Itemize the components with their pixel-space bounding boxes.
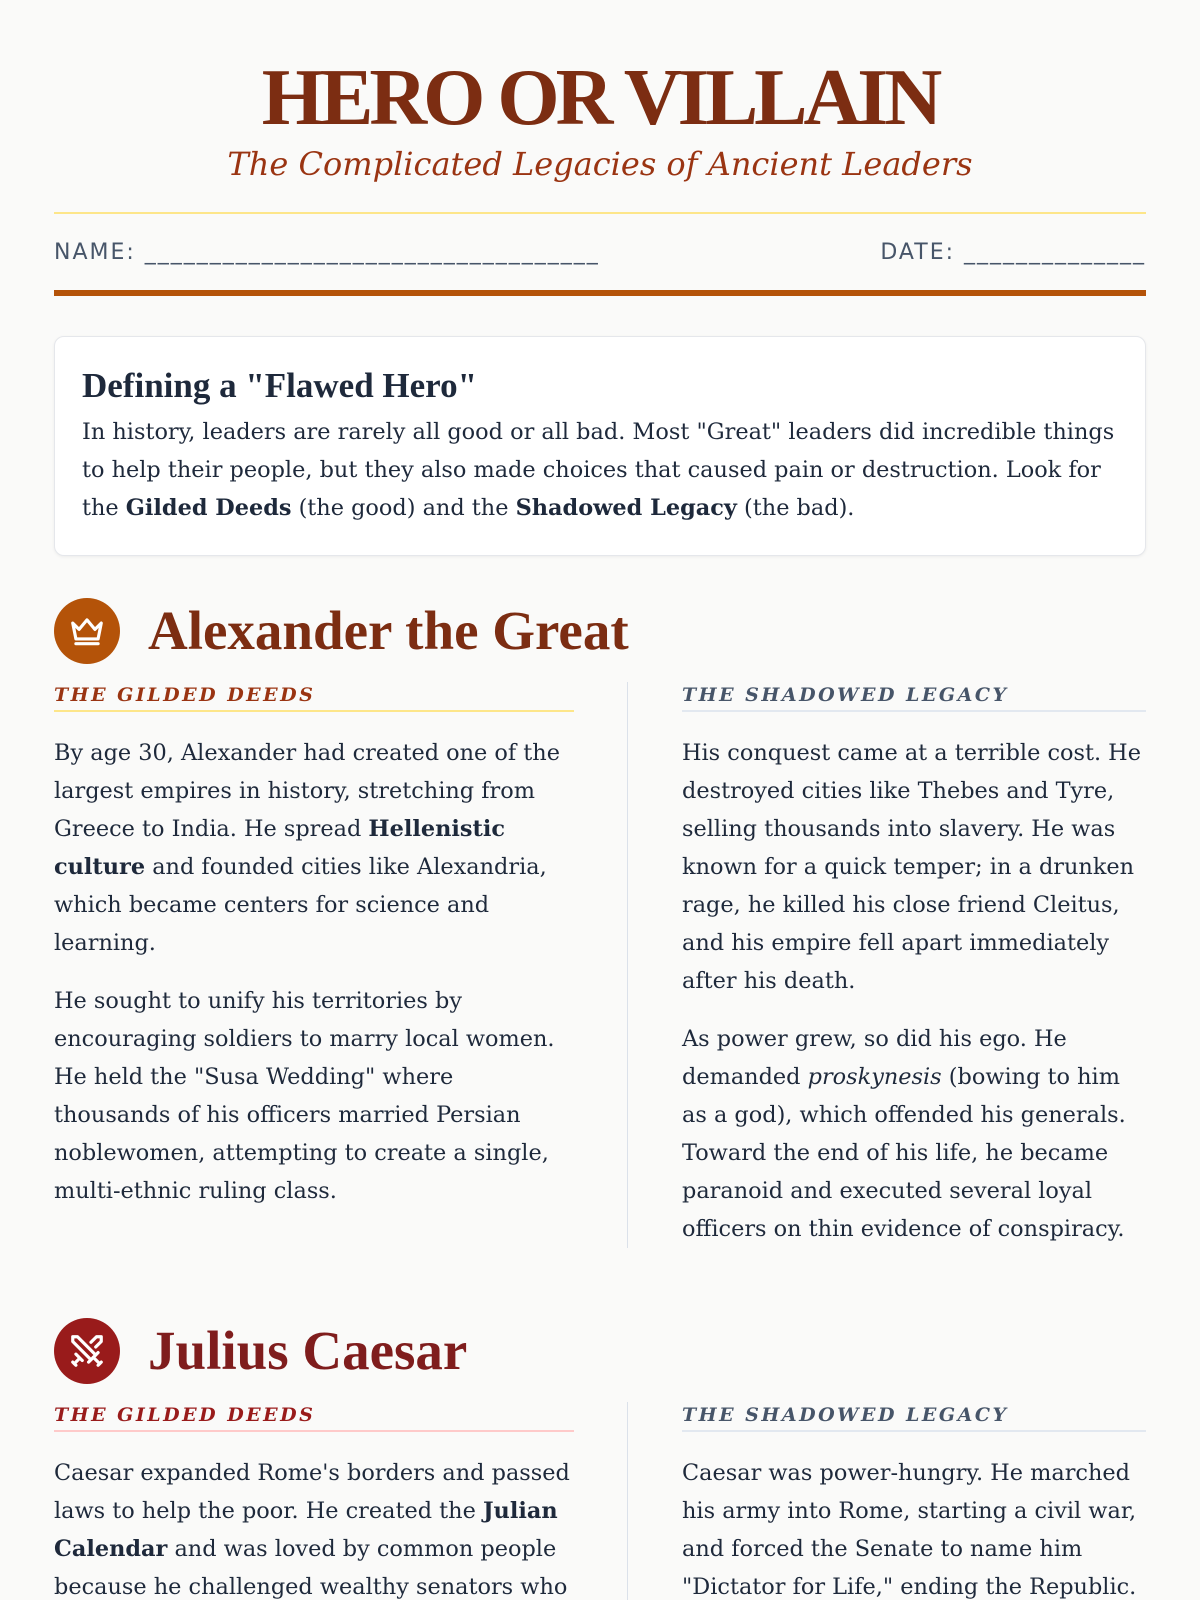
- date-field[interactable]: DATE: ______________: [880, 239, 1146, 265]
- leader-section-caesar: [54, 1318, 1146, 1600]
- gilded-heading: THE GILDED DEEDS: [54, 682, 574, 712]
- shadow-column: [682, 682, 1146, 1248]
- shadowed-legacy-term: Shadowed Legacy: [515, 495, 737, 521]
- gilded-deeds-term: Gilded Deeds: [125, 495, 292, 521]
- crossed-swords-icon: [54, 1318, 120, 1384]
- header-rule: [54, 290, 1146, 296]
- gilded-heading: THE GILDED DEEDS: [54, 1402, 574, 1432]
- leader-columns: [54, 1402, 1146, 1600]
- page-title: HERO OR VILLAIN: [261, 54, 939, 142]
- leader-header: [54, 598, 1146, 664]
- definition-title: Defining a "Flawed Hero": [82, 366, 477, 405]
- leader-name: Julius Caesar: [148, 1320, 468, 1381]
- definition-box: [54, 336, 1146, 556]
- gilded-paragraph: Caesar expanded Rome's borders and passed laws to help the poor. He created the Julian Calendar and was loved by common people because he challenged wealthy senators who: [54, 1460, 570, 1600]
- definition-text: In history, leaders are rarely all good or all bad. Most "Great" leaders did incredible things to help their people, but they also made choices that caused pain or destruction. Look for the Gilded Deeds (the good) and the Shadowed Legacy (the bad).: [82, 419, 1115, 521]
- leader-section-alexander: [54, 598, 1146, 1248]
- leader-name: Alexander the Great: [148, 600, 629, 661]
- gilded-paragraph: By age 30, Alexander had created one of the largest empires in history, stretching from Greece to India. He spread Hellenistic culture and founded cities like Alexandria, which became centers for science and learning.: [54, 740, 560, 956]
- gilded-column: [54, 682, 574, 1248]
- column-divider: [574, 682, 628, 1248]
- gilded-column: [54, 1402, 574, 1600]
- column-divider: [574, 1402, 628, 1600]
- page-subtitle: The Complicated Legacies of Ancient Leaders: [227, 145, 973, 183]
- leader-columns: [54, 682, 1146, 1248]
- name-date-row: [54, 214, 1146, 290]
- leader-header: [54, 1318, 1146, 1384]
- gilded-paragraph: He sought to unify his territories by encouraging soldiers to marry local women. He held the "Susa Wedding" where thousands of his officers married Persian noblewomen, attempting to create a single, multi-ethnic ruling class.: [54, 988, 555, 1204]
- shadow-paragraph: As power grew, so did his ego. He demanded proskynesis (bowing to him as a god), which offended his generals. Toward the end of his life, he became paranoid and executed several loyal officers on thin evidence of conspiracy.: [682, 1026, 1126, 1242]
- shadow-paragraph: His conquest came at a terrible cost. He destroyed cities like Thebes and Tyre, selling thousands into slavery. He was known for a quick temper; in a drunken rage, he killed his close friend Cleitus, and his empire fell apart immediately after his death.: [682, 740, 1141, 994]
- shadow-heading: THE SHADOWED LEGACY: [682, 1402, 1146, 1432]
- shadow-heading: THE SHADOWED LEGACY: [682, 682, 1146, 712]
- shadow-column: [682, 1402, 1146, 1600]
- name-field[interactable]: NAME: ___________________________________: [54, 239, 600, 265]
- worksheet-header: [54, 0, 1146, 184]
- shadow-paragraph: Caesar was power-hungry. He marched his army into Rome, starting a civil war, and forced the Senate to name him "Dictator for Life," ending the Republic.: [682, 1460, 1137, 1600]
- crown-icon: [54, 598, 120, 664]
